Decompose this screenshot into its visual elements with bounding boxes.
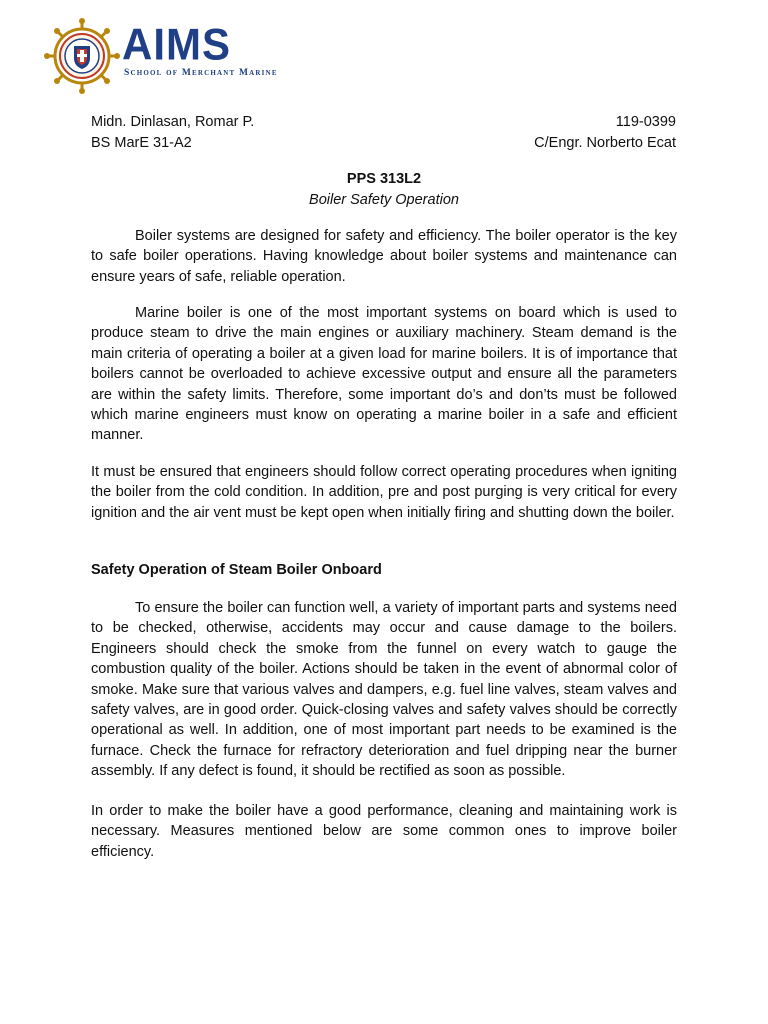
logo-tagline: School of Merchant Marine: [124, 68, 278, 78]
document-subtitle: Boiler Safety Operation: [309, 192, 459, 208]
paragraph-safety-checks: To ensure the boiler can function well, a variety of important parts and systems need to be checked, otherwise, accidents may occur and cause damage to the boilers. Engineers should check the smoke from the funnel on every watch to gauge the combustion quality of the boiler. Actions should be taken in the event of abnormal color of smoke. Make sure that various valves and dampers, e.g. fuel line valves, steam valves and safety valves, are in good order. Quick-closing valves and safety valves should be correctly operational as well. In addition, one of most important part needs to be examined is the furnace. Check the furnace for refractory deterioration and fuel dripping near the burner assembly. If any defect is found, it should be rectified as soon as possible.: [91, 600, 677, 780]
document-title: PPS 313L2: [346, 171, 422, 187]
course-section: BS MarE 31-A2: [91, 135, 192, 151]
paragraph-intro: Boiler systems are designed for safety and efficiency. The boiler operator is the key to safe boiler operations. Having knowledge about boiler systems and maintenance can ensure years of safe, reliable operation.: [91, 228, 677, 285]
student-name: Midn. Dinlasan, Romar P.: [91, 114, 255, 130]
logo-wordmark: AIMS: [122, 19, 231, 70]
info-row-1: [91, 112, 676, 132]
section-heading: Safety Operation of Steam Boiler Onboard: [91, 562, 382, 578]
instructor-name: C/Engr. Norberto Ecat: [534, 135, 676, 151]
student-id: 119-0399: [615, 114, 676, 130]
info-row-2: [91, 133, 676, 153]
school-logo: [44, 18, 294, 94]
paragraph-marine-boiler: Marine boiler is one of the most important systems on board which is used to produce steam to drive the main engines or auxiliary machinery. Steam demand is the main criteria of operating a boiler at a given load for marine boilers. It is of importance that boilers cannot be overloaded to achieve excessive output and ensure all the parameters are within the safety limits. Therefore, some important do’s and don’ts must be followed which marine engineers must know on operating a marine boiler in a safe and efficient manner.: [91, 305, 677, 444]
ship-wheel-emblem-icon: [44, 18, 120, 94]
paragraph-maintenance: In order to make the boiler have a good performance, cleaning and maintaining work is necessary. Measures mentioned below are some common ones to improve boiler efficiency.: [91, 803, 677, 860]
paragraph-procedures: It must be ensured that engineers should follow correct operating procedures when igniting the boiler from the cold condition. In addition, pre and post purging is very critical for every ignition and the air vent must be kept open when initially firing and shutting down the boiler.: [91, 464, 677, 521]
